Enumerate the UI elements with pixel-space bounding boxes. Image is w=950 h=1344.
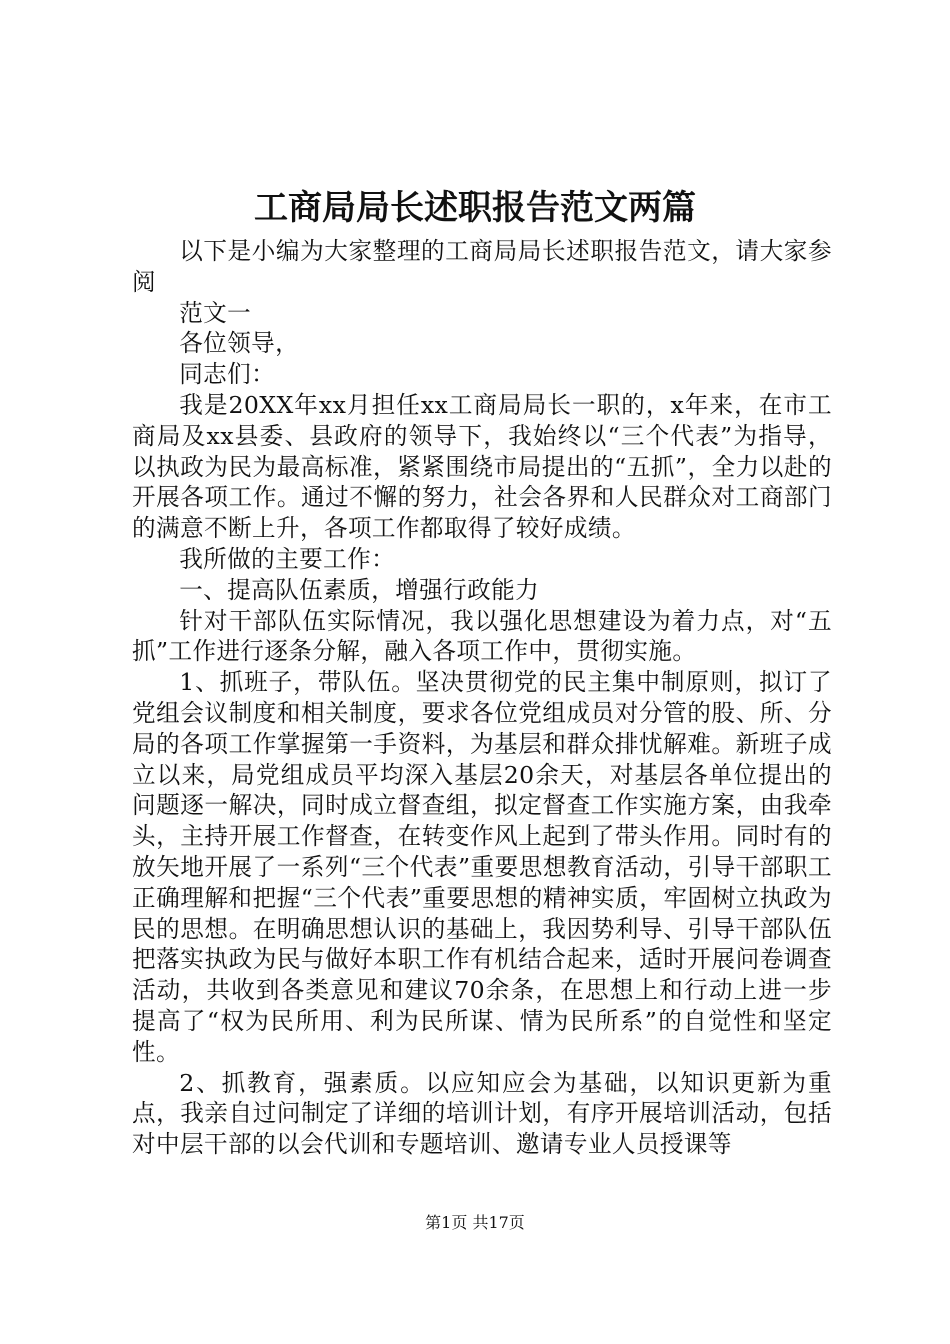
body-paragraph: 针对干部队伍实际情况，我以强化思想建设为着力点，对“五抓”工作进行逐条分解，融入各项工作中，贯彻实施。 — [132, 606, 832, 666]
intro-paragraph: 以下是小编为大家整理的工商局局长述职报告范文，请大家参阅 — [132, 237, 832, 296]
salutation-leaders: 各位领导， — [179, 329, 300, 358]
document-body — [132, 236, 832, 1160]
document-title: 工商局局长述职报告范文两篇 — [254, 188, 696, 228]
section-heading: 一、提高队伍素质，增强行政能力 — [179, 575, 540, 604]
salutation-comrades: 同志们： — [179, 360, 276, 389]
body-paragraph: 2、抓教育，强素质。以应知应会为基础，以知识更新为重点，我亲自过问制定了详细的培训计划，有序开展培训活动，包括对中层干部的以会代训和专题培训、邀请专业人员授课等 — [132, 1068, 832, 1159]
page-footer: 第1页 共17页 — [425, 1213, 525, 1232]
body-paragraph: 我所做的主要工作： — [179, 544, 396, 573]
body-paragraph: 我是20XX年xx月担任xx工商局局长一职的，x年来，在市工商局及xx县委、县政府的领导下，我始终以“三个代表”为指导，以执政为民为最高标准，紧紧围绕市局提出的“五抓”，全力以赴的开展各项工作。通过不懈的努力，社会各界和人民群众对工商部门的满意不断上升，各项工作都取得了较好成绩。 — [132, 390, 832, 543]
section-heading-sample-one: 范文一 — [179, 298, 252, 327]
body-paragraph: 1、抓班子，带队伍。坚决贯彻党的民主集中制原则，拟订了党组会议制度和相关制度，要求各位党组成员对分管的股、所、分局的各项工作掌握第一手资料，为基层和群众排忧解难。新班子成立以来，局党组成员平均深入基层20余天，对基层各单位提出的问题逐一解决，同时成立督查组，拟定督查工作实施方案，由我牵头，主持开展工作督查，在转变作风上起到了带头作用。同时有的放矢地开展了一系列“三个代表”重要思想教育活动，引导干部职工正确理解和把握“三个代表”重要思想的精神实质，牢固树立执政为民的思想。在明确思想认识的基础上，我因势利导、引导干部队伍把落实执政为民与做好本职工作有机结合起来，适时开展问卷调查活动，共收到各类意见和建议70余条，在思想上和行动上进一步提高了“权为民所用、利为民所谋、情为民所系”的自觉性和坚定性。 — [132, 668, 832, 1066]
